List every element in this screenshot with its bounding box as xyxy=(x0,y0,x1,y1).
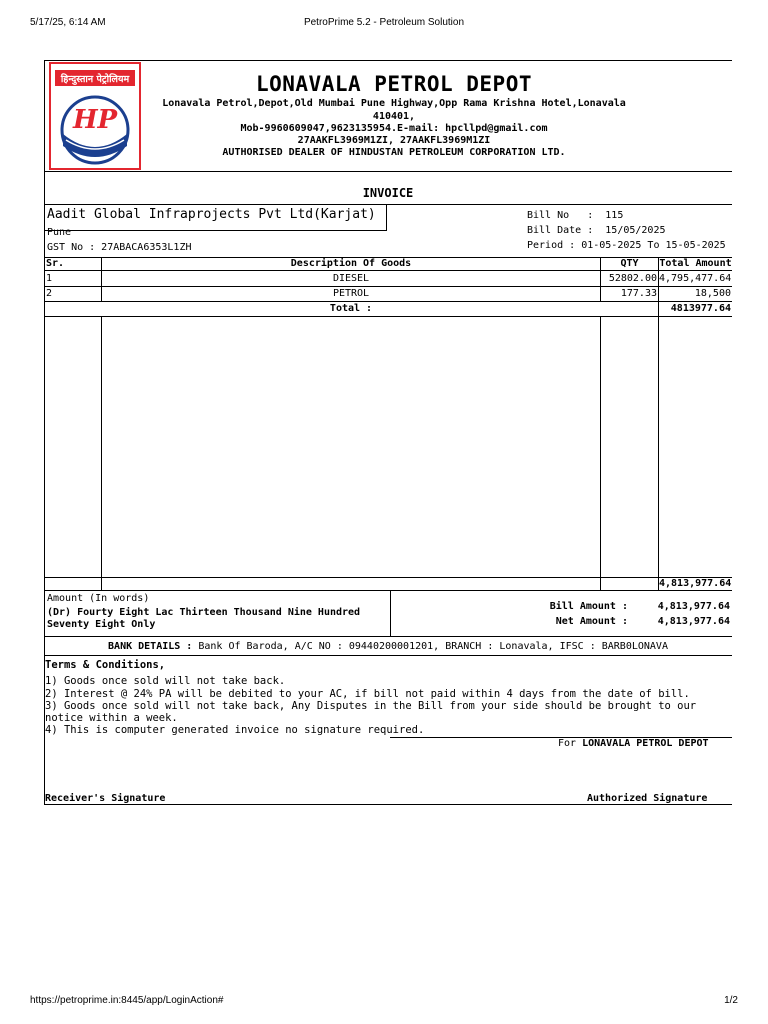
terms-item: 4) This is computer generated invoice no signature required. xyxy=(45,724,425,737)
grand-total-value: 4,813,977.64 xyxy=(659,578,732,589)
grand-total-line xyxy=(44,590,732,591)
receiver-signature: Receiver's Signature xyxy=(45,793,166,804)
row1-amount: 4,795,477.64 xyxy=(659,273,732,284)
table-header-line xyxy=(44,270,732,271)
customer-name: Aadit Global Infraprojects Pvt Ltd(Karjat) xyxy=(47,207,376,222)
body-col-desc-line xyxy=(600,316,601,591)
frame-top-line xyxy=(44,60,732,61)
company-gst: 27AAKFL3969M1ZI, 27AAKFL3969M1ZI xyxy=(297,135,491,146)
bill-no-value: 115 xyxy=(605,210,624,221)
company-name: LONAVALA PETROL DEPOT xyxy=(255,72,532,96)
row1-qty: 52802.00 xyxy=(608,273,657,284)
invoice-document xyxy=(44,60,732,805)
amount-words-line2: Seventy Eight Only xyxy=(47,619,156,630)
bank-details-text: Bank Of Baroda, A/C NO : 09440200001201, BRANCH : Lonavala, IFSC : BARB0LONAVA xyxy=(198,641,668,652)
for-prefix: For xyxy=(558,738,577,749)
bank-label: BANK DETAILS : xyxy=(108,641,193,652)
customer-box-bottom xyxy=(44,230,387,231)
customer-box-right xyxy=(386,204,387,230)
print-footer xyxy=(0,995,768,1009)
invoice-title: INVOICE xyxy=(362,186,414,200)
row1-desc: DIESEL xyxy=(332,273,370,284)
row2-sr: 2 xyxy=(46,288,53,299)
header-amount: Total Amount xyxy=(659,258,732,269)
bill-no xyxy=(527,210,623,221)
hp-logo xyxy=(49,62,141,170)
amount-words-line1: (Dr) Fourty Eight Lac Thirteen Thousand Nine Hundred xyxy=(47,607,361,618)
print-datetime: 5/17/25, 6:14 AM xyxy=(30,17,106,28)
bill-amount-label: Bill Amount : xyxy=(549,601,628,612)
row2-desc: PETROL xyxy=(332,288,370,299)
bill-period xyxy=(527,240,726,251)
print-url: https://petroprime.in:8445/app/LoginAction# xyxy=(30,995,224,1006)
customer-top-line xyxy=(44,204,732,205)
row2-qty: 177.33 xyxy=(620,288,657,299)
header-qty: QTY xyxy=(620,258,639,269)
body-col-sr-line xyxy=(101,316,102,591)
net-amount-value: 4,813,977.64 xyxy=(657,616,730,627)
bill-date-label: Bill Date : xyxy=(527,225,594,236)
row2-amount: 18,500 xyxy=(694,288,731,299)
row1-sr: 1 xyxy=(46,273,53,284)
print-page-count: 1/2 xyxy=(724,995,738,1006)
total-label: Total : xyxy=(329,303,373,314)
body-top-line xyxy=(44,316,732,317)
company-contact: Mob-9960609047,9623135954.E-mail: hpcllpd@gmail.com xyxy=(240,123,548,134)
for-company xyxy=(558,738,709,749)
body-col-qty-line xyxy=(658,316,659,591)
row1-line xyxy=(44,286,732,287)
logo-hp-text: HP xyxy=(72,105,118,135)
row2-line xyxy=(44,301,732,302)
bank-details xyxy=(44,641,732,652)
total-value: 4813977.64 xyxy=(670,303,731,314)
header-divider xyxy=(44,171,732,172)
bill-date xyxy=(527,225,666,236)
bill-period-value: 01-05-2025 To 15-05-2025 xyxy=(581,240,726,251)
bill-period-label: Period : xyxy=(527,240,576,251)
bank-bottom-line xyxy=(44,655,732,656)
logo-hindi-text: हिन्दुस्तान पेट्रोलियम xyxy=(60,74,130,85)
customer-gst: GST No : 27ABACA6353L1ZH xyxy=(47,242,192,253)
bank-top-line xyxy=(44,636,732,637)
amount-words-label: Amount (In words) xyxy=(47,593,150,604)
bill-no-label: Bill No : xyxy=(527,210,594,221)
terms-item: 1) Goods once sold will not take back. xyxy=(45,675,286,688)
terms-title: Terms & Conditions, xyxy=(45,659,166,671)
company-dealer: AUTHORISED DEALER OF HINDUSTAN PETROLEUM CORPORATION LTD. xyxy=(222,147,566,158)
terms-section xyxy=(45,659,725,737)
customer-city: Pune xyxy=(47,227,72,238)
print-header xyxy=(0,17,768,31)
net-amount-label: Net Amount : xyxy=(555,616,628,627)
bill-amount-value: 4,813,977.64 xyxy=(657,601,730,612)
company-address-line1: Lonavala Petrol,Depot,Old Mumbai Pune Highway,Opp Rama Krishna Hotel,Lonavala xyxy=(162,98,626,109)
terms-item: 2) Interest @ 24% PA will be debited to your AC, if bill not paid within 4 days from the date of bill. xyxy=(45,687,690,700)
amounts-divider xyxy=(390,590,391,636)
frame-bottom-line xyxy=(44,804,732,805)
terms-item: 3) Goods once sold will not take back, Any Disputes in the Bill from your side should be brought to our notice within a week. xyxy=(45,699,697,725)
company-address-line2: 410401, xyxy=(372,111,416,122)
bill-date-value: 15/05/2025 xyxy=(605,225,666,236)
for-company-name: LONAVALA PETROL DEPOT xyxy=(582,738,709,749)
authorized-signature: Authorized Signature xyxy=(587,793,708,804)
print-page-title: PetroPrime 5.2 - Petroleum Solution xyxy=(303,17,465,28)
header-sr: Sr. xyxy=(46,258,65,269)
body-bottom-line xyxy=(44,577,732,578)
header-desc: Description Of Goods xyxy=(290,258,412,269)
